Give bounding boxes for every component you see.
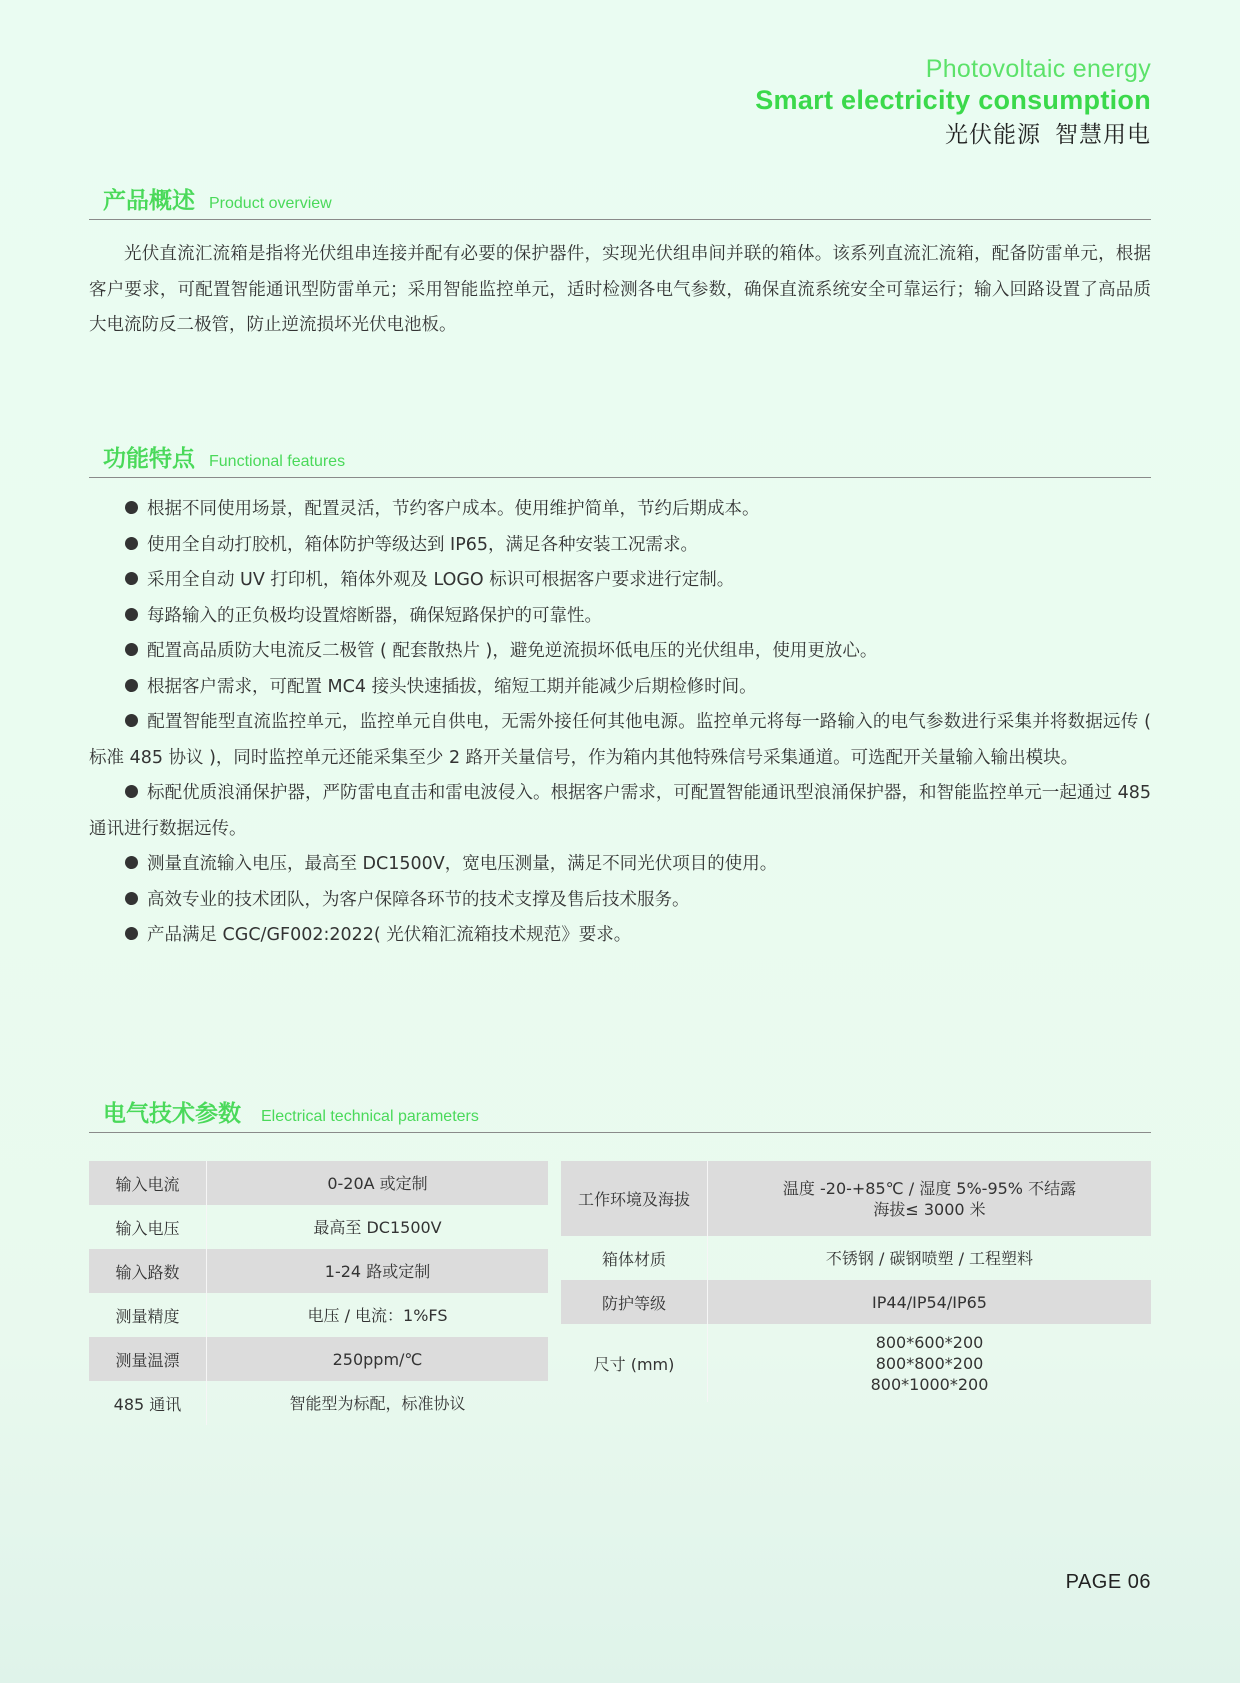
bullet-icon bbox=[125, 679, 138, 692]
section-title-params bbox=[89, 1096, 1151, 1133]
param-value: 温度 -20-+85℃ / 湿度 5%-95% 不结露 海拔≤ 3000 米 bbox=[782, 1178, 1077, 1219]
feature-item: 采用全自动 UV 打印机，箱体外观及 LOGO 标识可根据客户要求进行定制。 bbox=[89, 563, 1151, 599]
param-label: 输入电压 bbox=[89, 1205, 207, 1249]
feature-item: 根据不同使用场景，配置灵活，节约客户成本。使用维护简单，节约后期成本。 bbox=[89, 492, 1151, 528]
section-title-en: Functional features bbox=[209, 453, 346, 470]
table-row bbox=[89, 1161, 548, 1205]
param-label: 测量温漂 bbox=[89, 1337, 207, 1381]
feature-item: 配置高品质防大电流反二极管 ( 配套散热片 )，避免逆流损坏低电压的光伏组串，使用更放心。 bbox=[89, 634, 1151, 670]
table-row bbox=[561, 1280, 1151, 1324]
feature-item: 标配优质浪涌保护器，严防雷电直击和雷电波侵入。根据客户需求，可配置智能通讯型浪涌保护器，和智能监控单元一起通过 485 通讯进行数据远传。 bbox=[89, 783, 1151, 839]
table-row bbox=[89, 1249, 548, 1293]
bullet-icon bbox=[125, 608, 138, 621]
param-value: 最高至 DC1500V bbox=[313, 1217, 442, 1237]
param-label: 尺寸 (mm) bbox=[561, 1324, 708, 1402]
param-value: 0-20A 或定制 bbox=[327, 1173, 428, 1193]
bullet-icon bbox=[125, 785, 138, 798]
table-row bbox=[89, 1337, 548, 1381]
section-title-cn: 产品概述 bbox=[103, 188, 195, 214]
table-row bbox=[561, 1161, 1151, 1236]
param-label: 测量精度 bbox=[89, 1293, 207, 1337]
page-header bbox=[755, 54, 1151, 154]
param-label: 工作环境及海拔 bbox=[561, 1161, 708, 1236]
bullet-icon bbox=[125, 501, 138, 514]
bullet-icon bbox=[125, 643, 138, 656]
param-value: 智能型为标配，标准协议 bbox=[289, 1393, 466, 1413]
header-cn-part1: 光伏能源 bbox=[945, 122, 1041, 148]
section-title-en: Product overview bbox=[209, 195, 332, 212]
feature-item: 每路输入的正负极均设置熔断器，确保短路保护的可靠性。 bbox=[89, 599, 1151, 635]
bullet-icon bbox=[125, 927, 138, 940]
params-table-right bbox=[561, 1161, 1151, 1402]
param-label: 输入电流 bbox=[89, 1161, 207, 1205]
param-label: 输入路数 bbox=[89, 1249, 207, 1293]
section-title-en: Electrical technical parameters bbox=[261, 1108, 479, 1125]
param-label: 485 通讯 bbox=[89, 1381, 207, 1425]
param-value: 电压 / 电流：1%FS bbox=[307, 1305, 448, 1325]
feature-item: 测量直流输入电压，最高至 DC1500V，宽电压测量，满足不同光伏项目的使用。 bbox=[89, 847, 1151, 883]
feature-item: 根据客户需求，可配置 MC4 接头快速插拔，缩短工期并能减少后期检修时间。 bbox=[89, 670, 1151, 706]
bullet-icon bbox=[125, 572, 138, 585]
table-row bbox=[89, 1381, 548, 1425]
table-row bbox=[561, 1236, 1151, 1280]
table-row bbox=[89, 1205, 548, 1249]
param-value: IP44/IP54/IP65 bbox=[872, 1292, 987, 1312]
features-list bbox=[89, 492, 1151, 954]
feature-item: 使用全自动打胶机，箱体防护等级达到 IP65，满足各种安装工况需求。 bbox=[89, 528, 1151, 564]
section-title-cn: 电气技术参数 bbox=[103, 1101, 241, 1127]
bullet-icon bbox=[125, 892, 138, 905]
param-label: 防护等级 bbox=[561, 1280, 708, 1324]
bullet-icon bbox=[125, 714, 138, 727]
param-value: 1-24 路或定制 bbox=[324, 1261, 431, 1281]
param-value: 250ppm/℃ bbox=[332, 1349, 423, 1369]
param-label: 箱体材质 bbox=[561, 1236, 708, 1280]
section-title-features bbox=[89, 441, 1151, 478]
table-row bbox=[561, 1324, 1151, 1402]
param-value: 800*600*200 800*800*200 800*1000*200 bbox=[870, 1332, 989, 1394]
params-table-left bbox=[89, 1161, 548, 1425]
feature-item: 高效专业的技术团队，为客户保障各环节的技术支撑及售后技术服务。 bbox=[89, 883, 1151, 919]
section-title-overview bbox=[89, 183, 1151, 220]
bullet-icon bbox=[125, 856, 138, 869]
header-title-en: Smart electricity consumption bbox=[755, 85, 1151, 115]
param-value: 不锈钢 / 碳钢喷塑 / 工程塑料 bbox=[825, 1248, 1034, 1268]
bullet-icon bbox=[125, 537, 138, 550]
feature-item: 配置智能型直流监控单元，监控单元自供电，无需外接任何其他电源。监控单元将每一路输入的电气参数进行采集并将数据远传 ( 标准 485 协议 )，同时监控单元还能采集至少 2 路开关量信号，作为箱内其他特殊信号采集通道。可选配开关量输入输出模块。 bbox=[89, 712, 1151, 768]
section-title-cn: 功能特点 bbox=[103, 446, 195, 472]
feature-item: 产品满足 CGC/GF002:2022( 光伏箱汇流箱技术规范》要求。 bbox=[89, 918, 1151, 954]
table-row bbox=[89, 1293, 548, 1337]
header-cn-part2: 智慧用电 bbox=[1055, 122, 1151, 148]
header-subtitle-en: Photovoltaic energy bbox=[925, 55, 1151, 83]
overview-paragraph: 光伏直流汇流箱是指将光伏组串连接并配有必要的保护器件，实现光伏组串间并联的箱体。该系列直流汇流箱，配备防雷单元，根据客户要求，可配置智能通讯型防雷单元；采用智能监控单元，适时检测各电气参数，确保直流系统安全可靠运行；输入回路设置了高品质大电流防反二极管，防止逆流损坏光伏电池板。 bbox=[89, 244, 1151, 335]
page-number: PAGE 06 bbox=[1065, 1571, 1151, 1593]
header-title-cn bbox=[755, 116, 1151, 154]
